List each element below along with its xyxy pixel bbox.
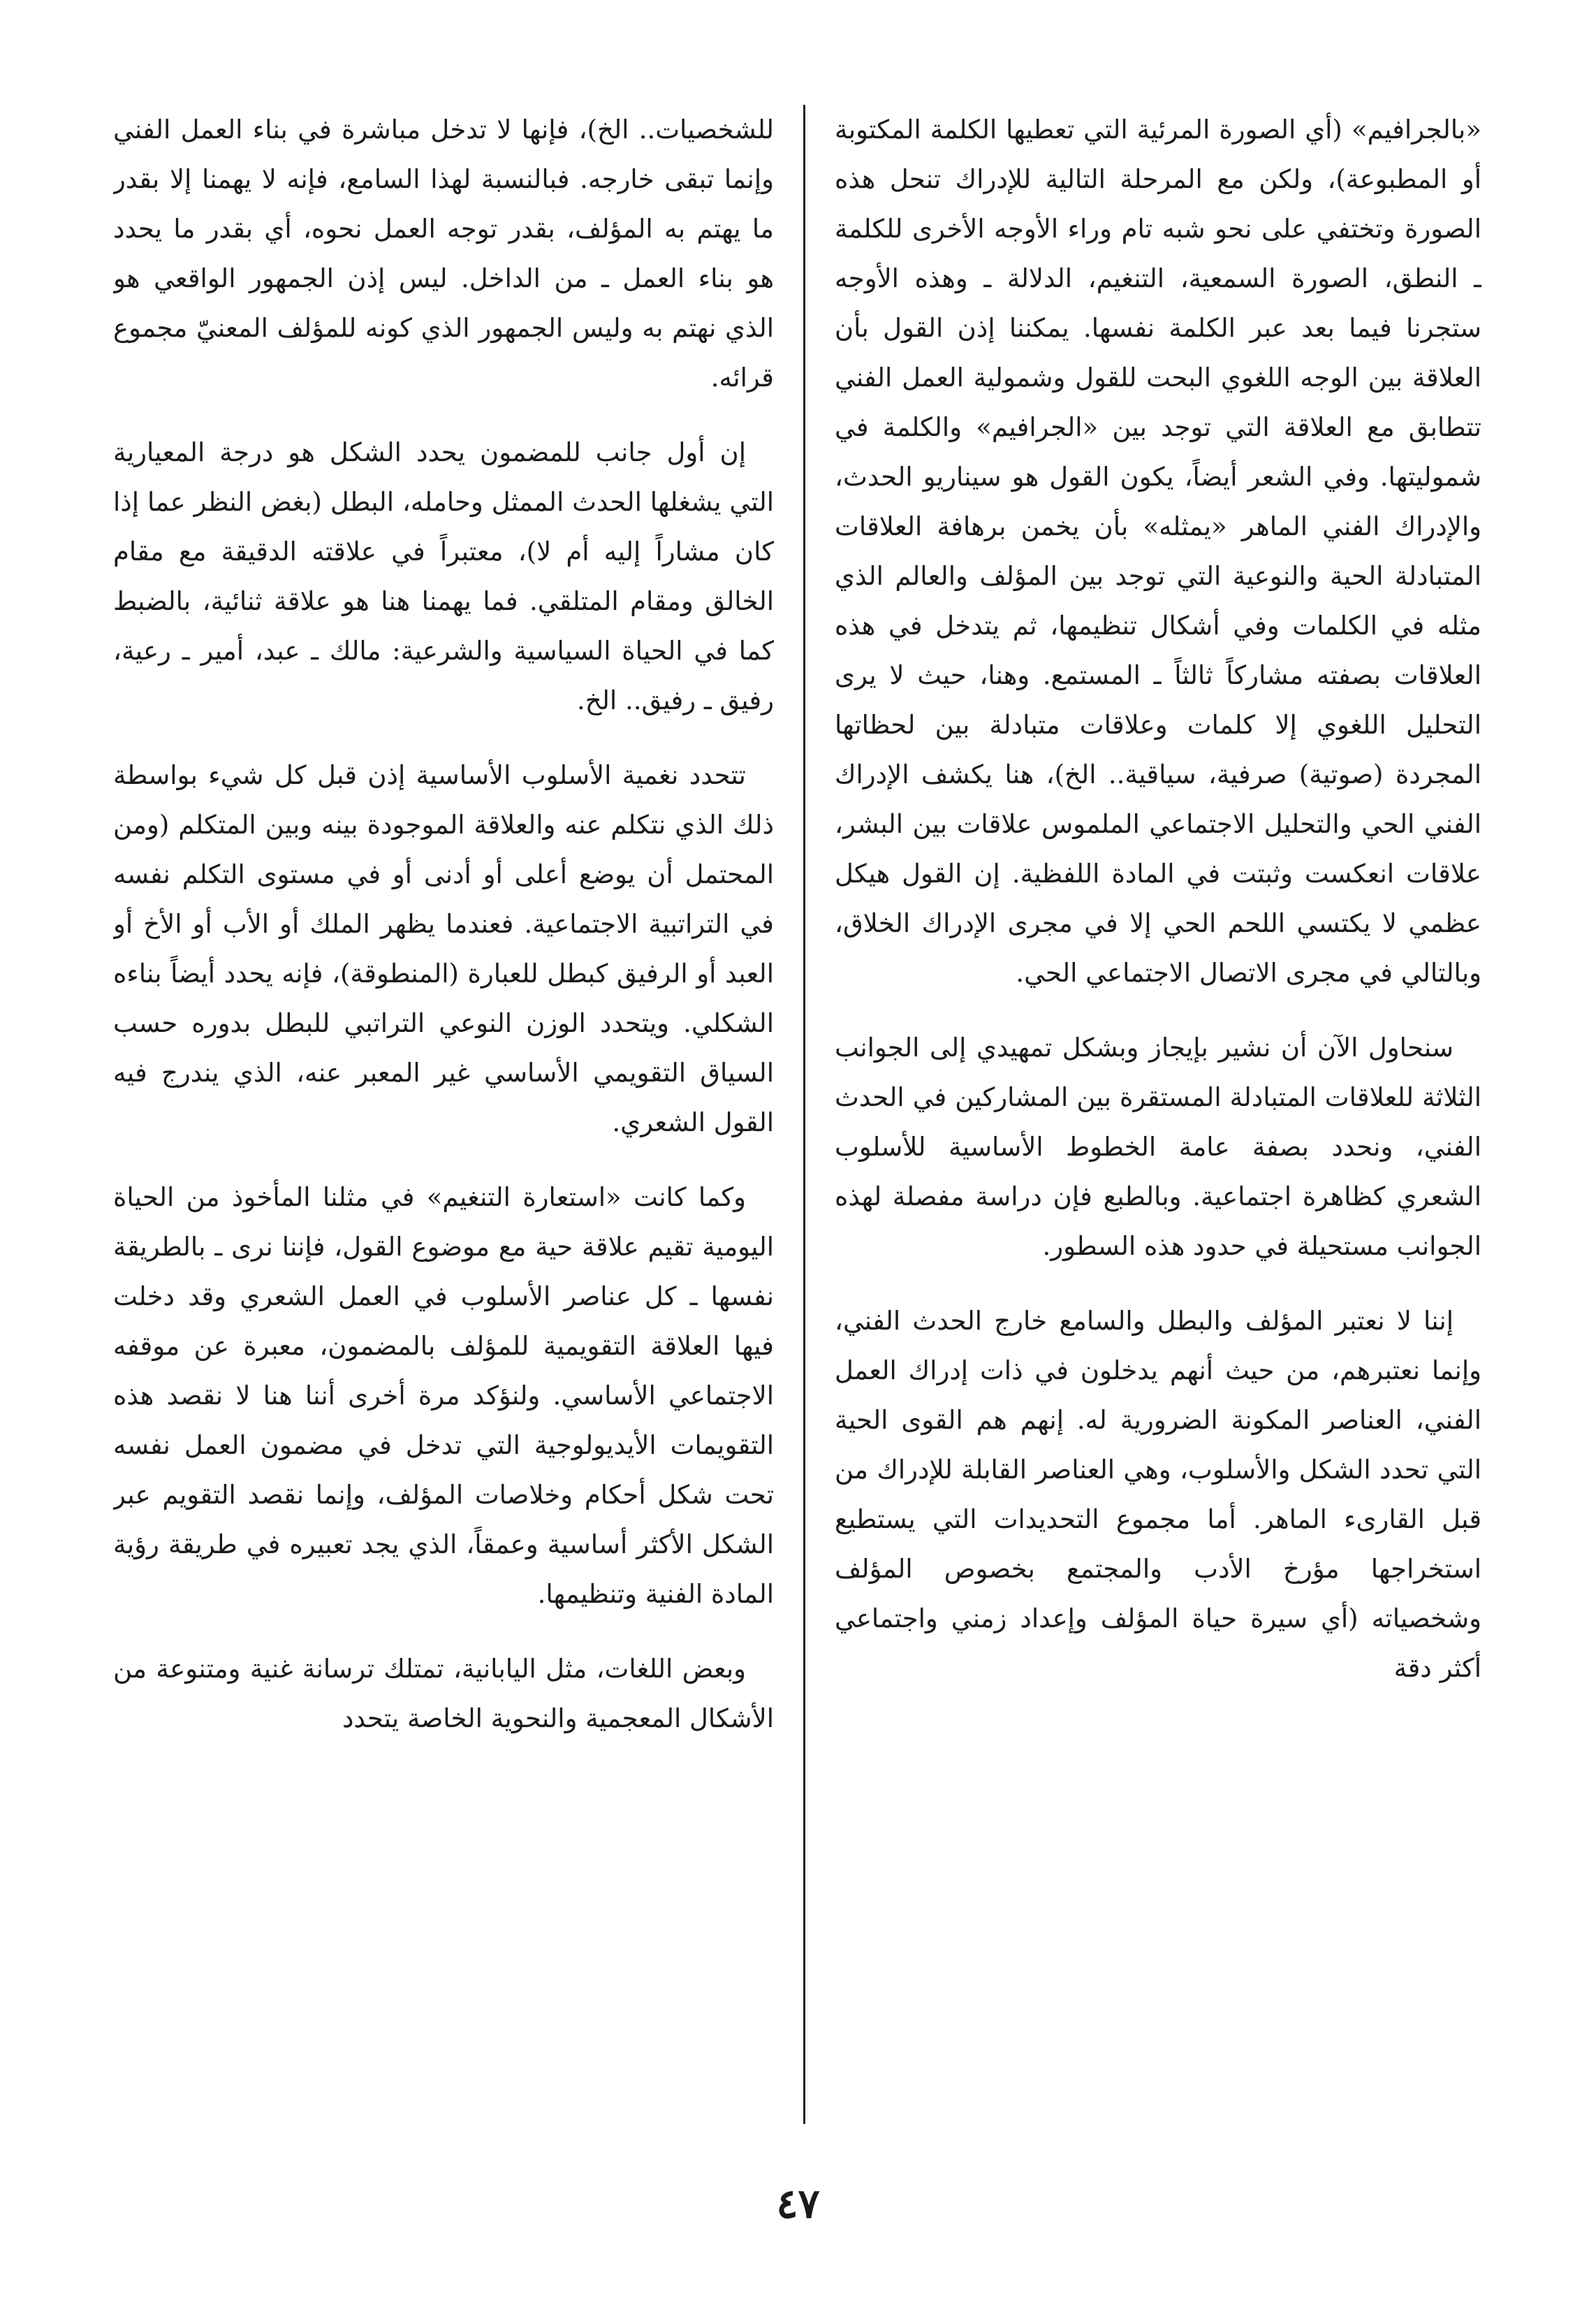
- paragraph: إننا لا نعتبر المؤلف والبطل والسامع خارج الحدث الفني، وإنما نعتبرهم، من حيث أنهم يدخلون في ذات إدراك العمل الفني، العناصر المكونة الضرورية له. إنهم هم القوى الحية التي تحدد الشكل والأسلوب، وهي العناصر القابلة للإدراك من قبل القارىء الماهر. أما مجموع التحديدات التي يستطيع استخراجها مؤرخ الأدب والمجتمع بخصوص المؤلف وشخصياته (أي سيرة حياة المؤلف وإعداد زمني واجتماعي أكثر دقة: [835, 1306, 1481, 1683]
- paragraph: وكما كانت «استعارة التنغيم» في مثلنا المأخوذ من الحياة اليومية تقيم علاقة حية مع موضوع القول، فإننا نرى ـ بالطريقة نفسها ـ كل عناصر الأسلوب في العمل الشعري وقد دخلت فيها العلاقة التقويمية للمؤلف بالمضمون، معبرة عن موقفه الاجتماعي الأساسي. ولنؤكد مرة أخرى أننا هنا لا نقصد هذه التقويمات الأيديولوجية التي تدخل في مضمون العمل نفسه تحت شكل أحكام وخلاصات المؤلف، وإنما نقصد التقويم عبر الشكل الأكثر أساسية وعمقاً، الذي يجد تعبيره في طريقة رؤية المادة الفنية وتنظيمها.: [113, 1182, 774, 1609]
- paragraph: تتحدد نغمية الأسلوب الأساسية إذن قبل كل شيء بواسطة ذلك الذي نتكلم عنه والعلاقة الموجودة بينه وبين المتكلم (ومن المحتمل أن يوضع أعلى أو أدنى أو في مستوى التكلم نفسه في التراتبية الاجتماعية. فعندما يظهر الملك أو الأب أو الأخ أو العبد أو الرفيق كبطل للعبارة (المنطوقة)، فإنه يحدد أيضاً بناءه الشكلي. ويتحدد الوزن النوعي التراتبي للبطل بدوره حسب السياق التقويمي الأساسي غير المعبر عنه، الذي يندرج فيه القول الشعري.: [113, 760, 774, 1137]
- column-divider: [803, 105, 805, 2124]
- left-column: [113, 105, 774, 2131]
- right-column: [835, 105, 1481, 2131]
- page-number: ٤٧: [776, 2180, 820, 2227]
- paragraph: سنحاول الآن أن نشير بإيجاز وبشكل تمهيدي إلى الجوانب الثلاثة للعلاقات المتبادلة المستقرة بين المشاركين في الحدث الفني، ونحدد بصفة عامة الخطوط الأساسية للأسلوب الشعري كظاهرة اجتماعية. وبالطبع فإن دراسة مفصلة لهذه الجوانب مستحيلة في حدود هذه السطور.: [835, 1033, 1481, 1261]
- paragraph: إن أول جانب للمضمون يحدد الشكل هو درجة المعيارية التي يشغلها الحدث الممثل وحامله، البطل (بغض النظر عما إذا كان مشاراً إليه أم لا)، معتبراً في علاقته الدقيقة مع مقام الخالق ومقام المتلقي. فما يهمنا هنا هو علاقة ثنائية، بالضبط كما في الحياة السياسية والشرعية: مالك ـ عبد، أمير ـ رعية، رفيق ـ رفيق.. الخ.: [113, 437, 774, 715]
- paragraph: «بالجرافيم» (أي الصورة المرئية التي تعطيها الكلمة المكتوبة أو المطبوعة)، ولكن مع المرحلة التالية للإدراك تنحل هذه الصورة وتختفي على نحو شبه تام وراء الأوجه الأخرى للكلمة ـ النطق، الصورة السمعية، التنغيم، الدلالة ـ وهذه الأوجه ستجرنا فيما بعد عبر الكلمة نفسها. يمكننا إذن القول بأن العلاقة بين الوجه اللغوي البحت للقول وشمولية العمل الفني تتطابق مع العلاقة التي توجد بين «الجرافيم» والكلمة في شموليتها. وفي الشعر أيضاً، يكون القول هو سيناريو الحدث، والإدراك الفني الماهر «يمثله» بأن يخمن برهافة العلاقات المتبادلة الحية والنوعية التي توجد بين المؤلف والعالم الذي مثله في الكلمات وفي أشكال تنظيمها، ثم يتدخل في هذه العلاقات بصفته مشاركاً ثالثاً ـ المستمع. وهنا، حيث لا يرى التحليل اللغوي إلا كلمات وعلاقات متبادلة بين لحظاتها المجردة (صوتية) صرفية، سياقية.. الخ)، هنا يكشف الإدراك الفني الحي والتحليل الاجتماعي الملموس علاقات بين البشر، علاقات انعكست وثبتت في المادة اللفظية. إن القول هيكل عظمي لا يكتسي اللحم الحي إلا في مجرى الإدراك الخلاق، وبالتالي في مجرى الاتصال الاجتماعي الحي.: [835, 115, 1481, 988]
- paragraph: وبعض اللغات، مثل اليابانية، تمتلك ترسانة غنية ومتنوعة من الأشكال المعجمية والنحوية الخاصة يتحدد: [113, 1654, 774, 1733]
- paragraph: للشخصيات.. الخ)، فإنها لا تدخل مباشرة في بناء العمل الفني وإنما تبقى خارجه. فبالنسبة لهذا السامع، فإنه لا يهمنا إلا بقدر ما يهتم به المؤلف، بقدر توجه العمل نحوه، أي بقدر ما يحدد هو بناء العمل ـ من الداخل. ليس إذن الجمهور الواقعي هو الذي نهتم به وليس الجمهور الذي كونه للمؤلف المعنيّ مجموع قرائه.: [113, 115, 774, 393]
